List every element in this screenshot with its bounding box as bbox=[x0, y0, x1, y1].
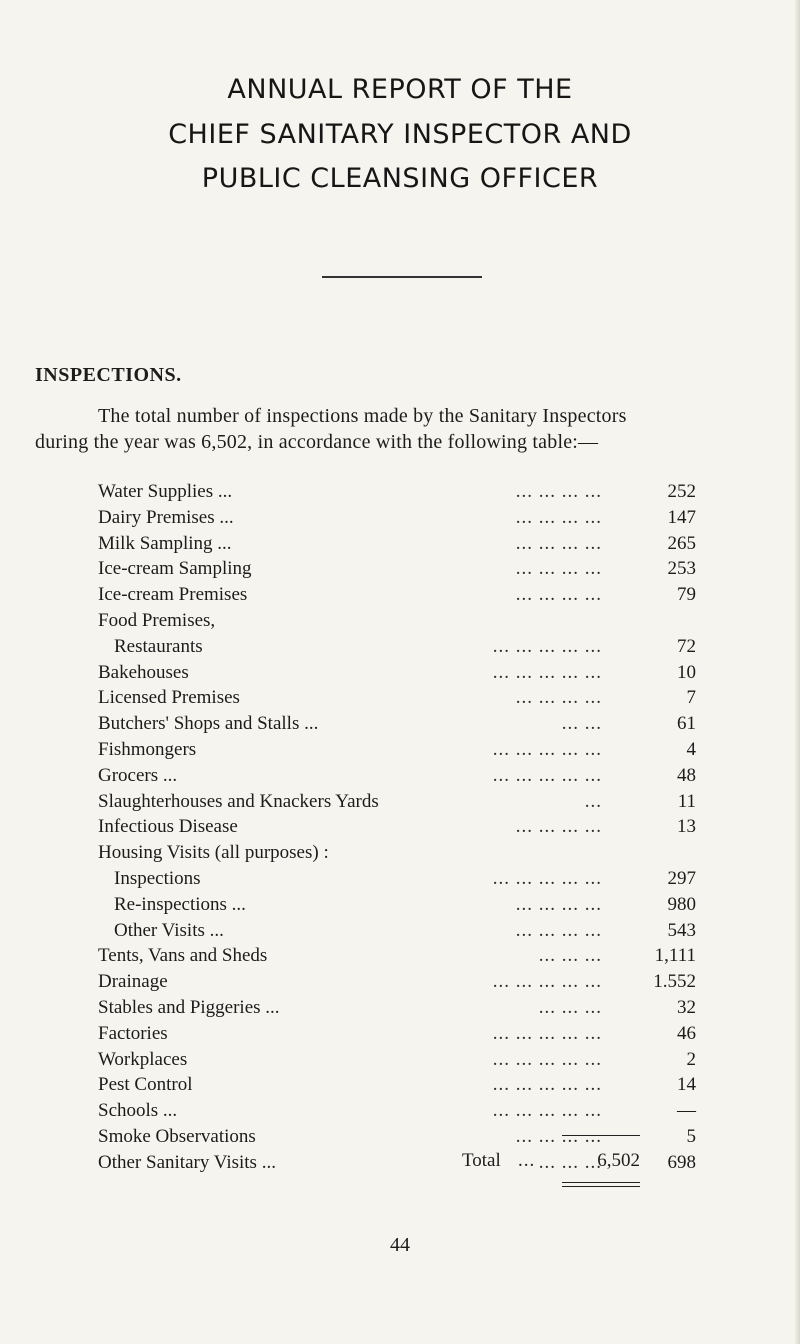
row-value: 5 bbox=[686, 1125, 696, 1147]
row-leader-dots: ... ... ... ... ... bbox=[492, 1022, 602, 1044]
row-value: 61 bbox=[677, 713, 696, 735]
row-leader-dots: ... ... ... ... bbox=[515, 532, 602, 554]
row-value: 14 bbox=[677, 1074, 696, 1096]
intro-line-1: The total number of inspections made by the Sanitary Inspectors bbox=[98, 405, 627, 427]
page-edge-shadow bbox=[794, 0, 800, 1344]
table-row bbox=[98, 866, 698, 892]
row-label: Workplaces bbox=[98, 1048, 188, 1070]
row-leader-dots: ... ... ... ... ... bbox=[492, 971, 602, 993]
intro-line-2: during the year was 6,502, in accordance with the following table:— bbox=[35, 431, 599, 453]
row-leader-dots: ... ... ... ... bbox=[515, 558, 602, 580]
row-label: Grocers ... bbox=[98, 764, 178, 786]
table-row bbox=[98, 943, 698, 969]
table-row bbox=[98, 1098, 698, 1124]
row-leader-dots: ... ... ... ... ... bbox=[492, 635, 602, 657]
table-row bbox=[98, 969, 698, 995]
row-leader-dots: ... ... ... ... ... bbox=[492, 1048, 602, 1070]
table-row bbox=[98, 1124, 698, 1150]
row-leader-dots: ... ... ... ... bbox=[515, 506, 602, 528]
row-value: 7 bbox=[686, 687, 696, 709]
report-title-line-3: PUBLIC CLEANSING OFFICER bbox=[201, 163, 599, 194]
row-value: 79 bbox=[677, 584, 696, 606]
row-leader-dots: ... ... ... ... bbox=[515, 687, 602, 709]
table-row bbox=[98, 763, 698, 789]
report-title-line-2: CHIEF SANITARY INSPECTOR AND bbox=[168, 119, 632, 150]
row-label: Smoke Observations bbox=[98, 1125, 256, 1147]
total-rule-top bbox=[562, 1135, 640, 1136]
row-label: Pest Control bbox=[98, 1074, 193, 1096]
table-row bbox=[98, 789, 698, 815]
row-value: 2 bbox=[686, 1048, 696, 1070]
row-label: Licensed Premises bbox=[98, 687, 240, 709]
table-row bbox=[98, 814, 698, 840]
row-leader-dots: ... bbox=[584, 790, 602, 812]
title-divider bbox=[322, 276, 482, 278]
row-value: 980 bbox=[667, 893, 696, 915]
page-number: 44 bbox=[390, 1234, 410, 1256]
row-label: Ice-cream Premises bbox=[98, 584, 248, 606]
row-value: 72 bbox=[677, 635, 696, 657]
table-row bbox=[98, 840, 698, 866]
row-label: Other Visits ... bbox=[114, 919, 224, 941]
table-row bbox=[98, 531, 698, 557]
report-title-line-1: ANNUAL REPORT OF THE bbox=[227, 74, 573, 105]
table-row bbox=[98, 685, 698, 711]
row-value: 10 bbox=[677, 661, 696, 683]
row-leader-dots: ... ... ... ... bbox=[515, 893, 602, 915]
row-value: 48 bbox=[677, 764, 696, 786]
row-leader-dots: ... ... ... ... bbox=[515, 919, 602, 941]
row-value: — bbox=[677, 1100, 696, 1122]
row-label: Bakehouses bbox=[98, 661, 189, 683]
row-label: Dairy Premises ... bbox=[98, 506, 234, 528]
row-leader-dots: ... ... ... ... ... bbox=[492, 1074, 602, 1096]
inspections-table bbox=[98, 479, 698, 1176]
row-label: Tents, Vans and Sheds bbox=[98, 945, 268, 967]
row-label: Stables and Piggeries ... bbox=[98, 996, 280, 1018]
table-row bbox=[98, 556, 698, 582]
table-row bbox=[98, 918, 698, 944]
row-value: 265 bbox=[667, 532, 696, 554]
row-label: Factories bbox=[98, 1022, 168, 1044]
row-label: Butchers' Shops and Stalls ... bbox=[98, 713, 319, 735]
row-label: Inspections bbox=[114, 867, 201, 889]
total-rule-bottom-2 bbox=[562, 1186, 640, 1187]
row-leader-dots: ... ... ... bbox=[538, 1151, 602, 1173]
table-row bbox=[98, 1021, 698, 1047]
row-value: 147 bbox=[667, 506, 696, 528]
row-label: Food Premises, bbox=[98, 609, 216, 631]
total-value: 6,502 bbox=[597, 1150, 640, 1171]
table-row bbox=[98, 634, 698, 660]
row-value: 297 bbox=[667, 867, 696, 889]
row-value: 46 bbox=[677, 1022, 696, 1044]
row-leader-dots: ... ... ... ... ... bbox=[492, 1100, 602, 1122]
row-label: Slaughterhouses and Knackers Yards bbox=[98, 790, 379, 812]
row-leader-dots: ... ... bbox=[561, 713, 602, 735]
table-row bbox=[98, 505, 698, 531]
row-leader-dots: ... ... ... ... bbox=[515, 1125, 602, 1147]
section-heading: INSPECTIONS. bbox=[35, 364, 182, 386]
row-label: Fishmongers bbox=[98, 738, 197, 760]
table-row bbox=[98, 1047, 698, 1073]
row-leader-dots: ... ... ... ... ... bbox=[492, 738, 602, 760]
row-value: 13 bbox=[677, 816, 696, 838]
row-leader-dots: ... ... ... ... bbox=[515, 584, 602, 606]
table-row bbox=[98, 1072, 698, 1098]
row-label: Water Supplies ... bbox=[98, 481, 233, 502]
row-value: 543 bbox=[667, 919, 696, 941]
table-row bbox=[98, 660, 698, 686]
total-label: Total bbox=[462, 1150, 501, 1171]
row-leader-dots: ... ... ... ... bbox=[515, 481, 602, 502]
row-value: 1.552 bbox=[653, 971, 696, 993]
row-label: Housing Visits (all purposes) : bbox=[98, 842, 329, 864]
row-label: Restaurants bbox=[114, 635, 203, 657]
table-row bbox=[98, 711, 698, 737]
row-leader-dots: ... ... ... bbox=[538, 996, 602, 1018]
row-value: 11 bbox=[677, 790, 696, 812]
row-leader-dots: ... ... ... bbox=[538, 945, 602, 967]
row-value: 698 bbox=[667, 1151, 696, 1173]
row-label: Schools ... bbox=[98, 1100, 178, 1122]
table-row bbox=[98, 608, 698, 634]
table-row bbox=[98, 582, 698, 608]
table-row bbox=[98, 892, 698, 918]
row-value: 1,111 bbox=[654, 945, 696, 967]
row-leader-dots: ... ... ... ... bbox=[515, 816, 602, 838]
row-leader-dots: ... ... ... ... ... bbox=[492, 764, 602, 786]
row-value: 253 bbox=[667, 558, 696, 580]
row-label: Milk Sampling ... bbox=[98, 532, 232, 554]
row-label: Infectious Disease bbox=[98, 816, 238, 838]
row-label: Drainage bbox=[98, 971, 168, 993]
row-label: Re-inspections ... bbox=[114, 893, 246, 915]
total-rule-bottom-1 bbox=[562, 1182, 640, 1183]
row-value: 32 bbox=[677, 996, 696, 1018]
row-label: Ice-cream Sampling bbox=[98, 558, 252, 580]
table-row bbox=[98, 479, 698, 505]
total-dots: ... bbox=[518, 1150, 536, 1171]
table-row bbox=[98, 737, 698, 763]
row-label: Other Sanitary Visits ... bbox=[98, 1151, 276, 1173]
row-value: 252 bbox=[667, 481, 696, 502]
row-leader-dots: ... ... ... ... ... bbox=[492, 661, 602, 683]
row-leader-dots: ... ... ... ... ... bbox=[492, 867, 602, 889]
row-value: 4 bbox=[686, 738, 696, 760]
table-row bbox=[98, 995, 698, 1021]
